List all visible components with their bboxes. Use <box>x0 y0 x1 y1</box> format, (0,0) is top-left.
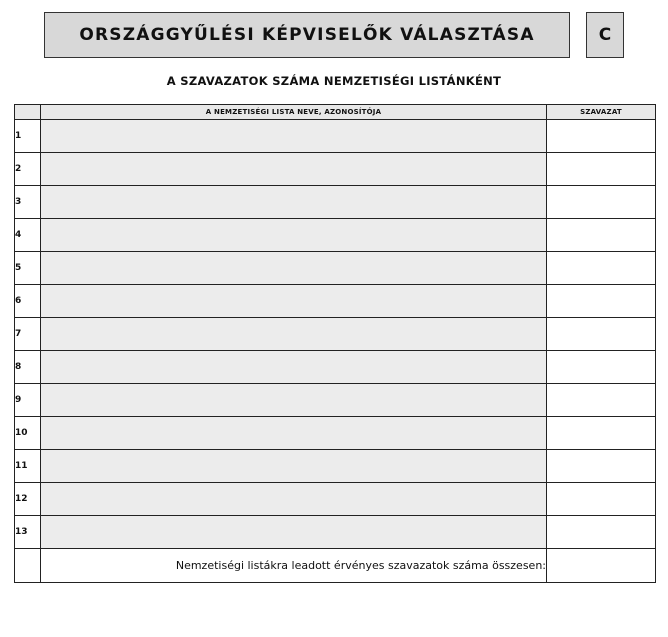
column-header-list-name: A NEMZETISÉGI LISTA NEVE, AZONOSÍTÓJA <box>41 105 547 120</box>
row-number: 8 <box>15 351 41 384</box>
total-row <box>15 549 656 583</box>
votes-table <box>14 104 656 583</box>
votes-field[interactable] <box>547 384 656 417</box>
list-name-field[interactable] <box>41 153 547 186</box>
row-number: 12 <box>15 483 41 516</box>
row-number: 2 <box>15 153 41 186</box>
total-row-spacer <box>15 549 41 583</box>
column-header-number <box>15 105 41 120</box>
table-row <box>15 516 656 549</box>
votes-field[interactable] <box>547 417 656 450</box>
row-number: 11 <box>15 450 41 483</box>
table-row <box>15 285 656 318</box>
list-name-field[interactable] <box>41 120 547 153</box>
row-number: 6 <box>15 285 41 318</box>
list-name-field[interactable] <box>41 285 547 318</box>
table-row <box>15 318 656 351</box>
votes-field[interactable] <box>547 219 656 252</box>
row-number: 13 <box>15 516 41 549</box>
votes-field[interactable] <box>547 450 656 483</box>
list-name-field[interactable] <box>41 219 547 252</box>
votes-field[interactable] <box>547 120 656 153</box>
list-name-field[interactable] <box>41 186 547 219</box>
votes-field[interactable] <box>547 186 656 219</box>
table-row <box>15 186 656 219</box>
row-number: 3 <box>15 186 41 219</box>
row-number: 5 <box>15 252 41 285</box>
table-header-row <box>15 105 656 120</box>
form-title: ORSZÁGGYŰLÉSI KÉPVISELŐK VÁLASZTÁSA <box>44 12 570 58</box>
table-row <box>15 384 656 417</box>
row-number: 10 <box>15 417 41 450</box>
form-code: C <box>586 12 624 58</box>
list-name-field[interactable] <box>41 252 547 285</box>
votes-field[interactable] <box>547 285 656 318</box>
votes-field[interactable] <box>547 153 656 186</box>
total-label: Nemzetiségi listákra leadott érvényes szavazatok száma összesen: <box>41 549 547 583</box>
row-number: 1 <box>15 120 41 153</box>
list-name-field[interactable] <box>41 384 547 417</box>
table-row <box>15 450 656 483</box>
row-number: 7 <box>15 318 41 351</box>
votes-field[interactable] <box>547 351 656 384</box>
column-header-votes: SZAVAZAT <box>547 105 656 120</box>
table-row <box>15 219 656 252</box>
votes-field[interactable] <box>547 318 656 351</box>
list-name-field[interactable] <box>41 516 547 549</box>
total-votes-field[interactable] <box>547 549 656 583</box>
table-row <box>15 483 656 516</box>
list-name-field[interactable] <box>41 351 547 384</box>
form-subtitle: A SZAVAZATOK SZÁMA NEMZETISÉGI LISTÁNKÉNT <box>166 74 502 88</box>
votes-field[interactable] <box>547 516 656 549</box>
row-number: 9 <box>15 384 41 417</box>
table-row <box>15 120 656 153</box>
row-number: 4 <box>15 219 41 252</box>
list-name-field[interactable] <box>41 417 547 450</box>
table-row <box>15 417 656 450</box>
list-name-field[interactable] <box>41 483 547 516</box>
table-row <box>15 153 656 186</box>
votes-field[interactable] <box>547 252 656 285</box>
table-row <box>15 351 656 384</box>
votes-field[interactable] <box>547 483 656 516</box>
list-name-field[interactable] <box>41 450 547 483</box>
list-name-field[interactable] <box>41 318 547 351</box>
table-row <box>15 252 656 285</box>
